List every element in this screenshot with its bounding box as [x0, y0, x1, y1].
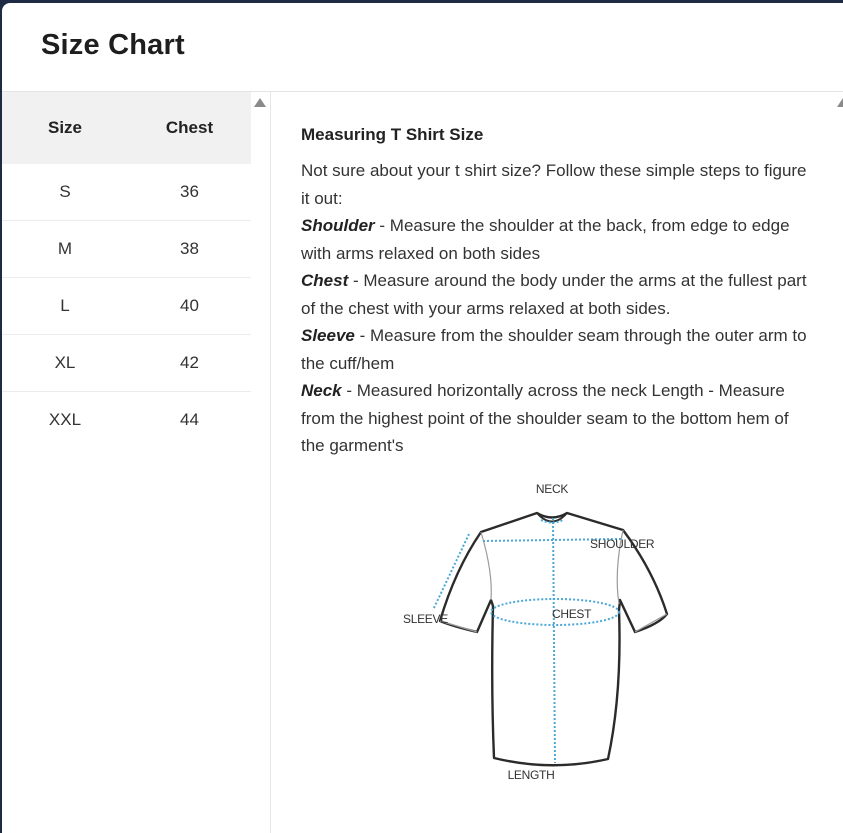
size-cell: M [2, 221, 128, 278]
modal-header [2, 3, 843, 92]
guide-item-neck [301, 377, 811, 460]
guide-text: - Measure the shoulder at the back, from edge to edge with arms relaxed on both sides [301, 216, 790, 263]
chest-cell: 38 [128, 221, 251, 278]
table-row [2, 392, 251, 449]
length-label: LENGTH [507, 768, 555, 782]
table-row [2, 335, 251, 392]
column-header-size: Size [2, 92, 128, 164]
size-cell: XL [2, 335, 128, 392]
size-table-pane[interactable] [2, 92, 271, 833]
guide-text: - Measure from the shoulder seam through the outer arm to the cuff/hem [301, 326, 807, 373]
size-table [2, 92, 251, 448]
guide-item-shoulder [301, 212, 811, 267]
chest-label: CHEST [552, 607, 592, 621]
size-chart-modal [2, 3, 843, 833]
table-header-row [2, 92, 251, 164]
shoulder-label: SHOULDER [590, 537, 655, 551]
size-cell: L [2, 278, 128, 335]
chest-cell: 36 [128, 164, 251, 221]
guide-term: Shoulder [301, 216, 375, 235]
table-row [2, 164, 251, 221]
chest-cell: 40 [128, 278, 251, 335]
guide-item-chest [301, 267, 811, 322]
neck-label: NECK [535, 482, 569, 496]
measuring-guide-pane[interactable] [271, 92, 843, 833]
guide-text: - Measure around the body under the arms at the fullest part of the chest with your arms relaxed at both sides. [301, 271, 807, 318]
sleeve-label: SLEEVE [403, 612, 448, 626]
chest-cell: 42 [128, 335, 251, 392]
table-row [2, 221, 251, 278]
guide-term: Neck [301, 381, 342, 400]
sleeve-measure-line [433, 534, 469, 610]
measurement-guides [433, 518, 621, 763]
guide-term: Sleeve [301, 326, 355, 345]
length-measure-line [553, 518, 555, 763]
chest-cell: 44 [180, 410, 199, 429]
guide-body [301, 157, 811, 460]
table-row [2, 278, 251, 335]
guide-title: Measuring T Shirt Size [301, 125, 484, 144]
scroll-up-arrow-icon[interactable] [254, 98, 266, 107]
column-header-chest: Chest [128, 92, 251, 164]
guide-term: Chest [301, 271, 349, 290]
size-cell: S [2, 164, 128, 221]
guide-text: - Measured horizontally across the neck Length - Measure from the highest point of the shoulder seam to the bottom hem of the garment's [301, 381, 789, 455]
guide-item-sleeve [301, 322, 811, 377]
scroll-up-arrow-icon[interactable] [837, 98, 843, 107]
tshirt-measurement-diagram [395, 482, 705, 792]
size-cell: XXL [48, 410, 82, 429]
guide-intro: Not sure about your t shirt size? Follow these simple steps to figure it out: [301, 161, 807, 208]
modal-title: Size Chart [41, 29, 185, 61]
